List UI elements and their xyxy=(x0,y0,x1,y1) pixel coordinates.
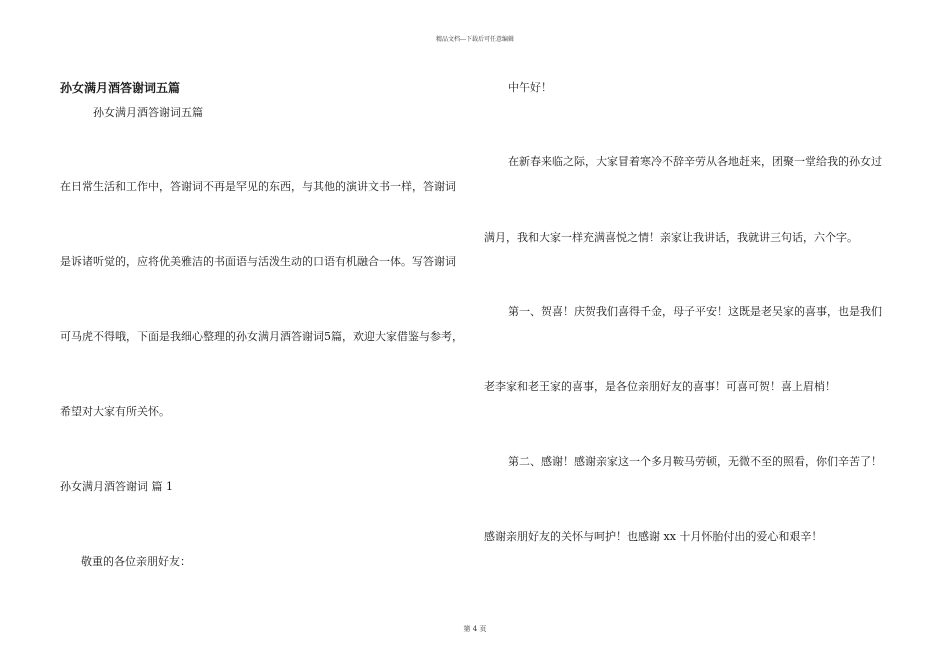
document-subtitle: 孙女满月酒答谢词五篇 xyxy=(93,106,203,119)
right-line-5: 老李家和老王家的喜事，是各位亲朋好友的喜事！可喜可贺！喜上眉梢！ xyxy=(484,380,836,393)
header-note: 精品文档---下载后可任意编辑 xyxy=(435,36,515,43)
right-line-3: 满月，我和大家一样充满喜悦之情！亲家让我讲话，我就讲三句话，六个字。 xyxy=(484,231,858,244)
section-heading: 孙女满月酒答谢词 篇 1 xyxy=(60,480,173,493)
right-line-2: 在新春来临之际，大家冒着寒冷不辞辛劳从各地赶来，团聚一堂给我的孙女过 xyxy=(508,155,882,168)
intro-line-4: 希望对大家有所关怀。 xyxy=(60,405,170,418)
intro-line-1: 在日常生活和工作中，答谢词不再是罕见的东西，与其他的演讲文书一样，答谢词 xyxy=(60,180,456,193)
document-title: 孙女满月酒答谢词五篇 xyxy=(60,81,181,95)
right-line-4: 第一、贺喜！庆贺我们喜得千金，母子平安！这既是老吴家的喜事，也是我们 xyxy=(508,305,882,318)
page-number: 第 4 页 xyxy=(463,625,487,633)
right-line-7: 感谢亲朋好友的关怀与呵护！也感谢 xx 十月怀胎付出的爱心和艰辛！ xyxy=(484,530,823,543)
intro-line-2: 是诉诸听觉的，应将优美雅洁的书面语与活泼生动的口语有机融合一体。写答谢词 xyxy=(60,255,456,268)
right-line-6: 第二、感谢！感谢亲家这一个多月鞍马劳顿，无微不至的照看，你们辛苦了！ xyxy=(508,455,882,468)
right-line-1: 中午好！ xyxy=(508,81,552,94)
intro-line-3: 可马虎不得哦，下面是我细心整理的孙女满月酒答谢词5篇，欢迎大家借鉴与参考， xyxy=(60,330,463,343)
salutation: 敬重的各位亲朋好友： xyxy=(81,555,191,568)
